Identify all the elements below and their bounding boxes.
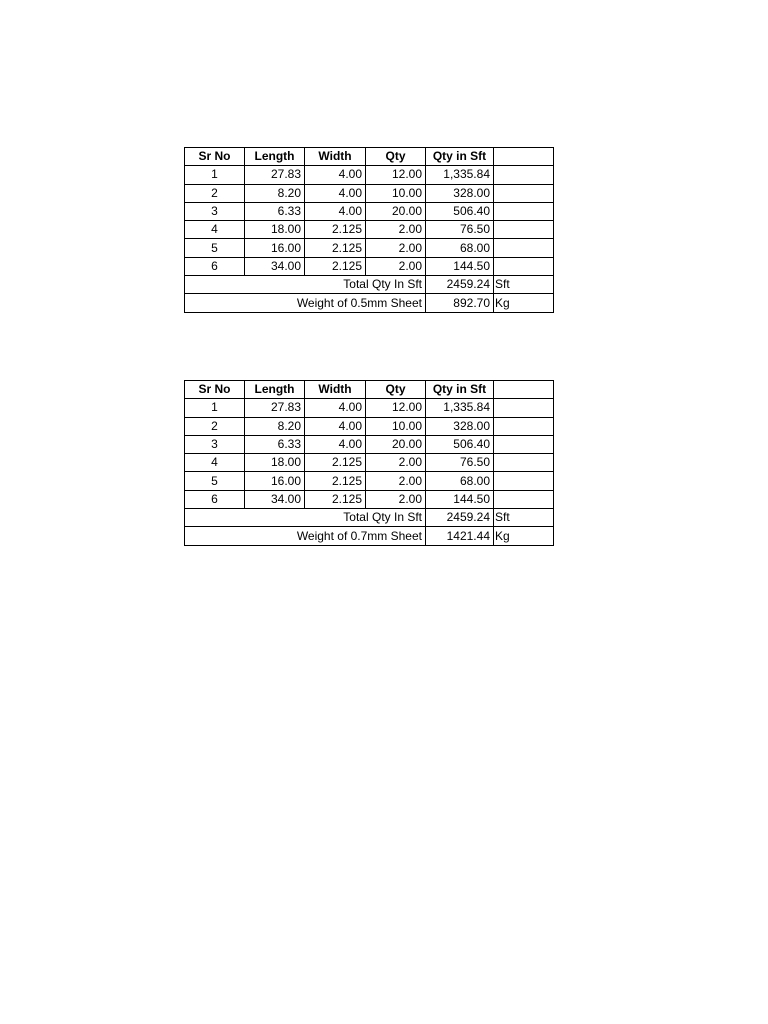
- cell-sft[interactable]: 506.40: [426, 202, 494, 220]
- weight-value[interactable]: 1421.44: [426, 527, 494, 545]
- header-length[interactable]: Length: [245, 381, 305, 399]
- cell-sr[interactable]: 1: [185, 166, 245, 184]
- cell-sft[interactable]: 76.50: [426, 454, 494, 472]
- cell-sr[interactable]: 6: [185, 257, 245, 275]
- total-value[interactable]: 2459.24: [426, 509, 494, 527]
- cell-sft[interactable]: 68.00: [426, 239, 494, 257]
- weight-label[interactable]: Weight of 0.5mm Sheet: [185, 294, 426, 312]
- table-row: [185, 257, 554, 275]
- cell-sr[interactable]: 3: [185, 202, 245, 220]
- cell-width[interactable]: 4.00: [305, 435, 366, 453]
- cell-length[interactable]: 18.00: [245, 221, 305, 239]
- header-length[interactable]: Length: [245, 148, 305, 166]
- cell-empty[interactable]: [494, 472, 554, 490]
- header-width[interactable]: Width: [305, 381, 366, 399]
- cell-length[interactable]: 34.00: [245, 257, 305, 275]
- header-qty[interactable]: Qty: [366, 381, 426, 399]
- header-blank[interactable]: [494, 148, 554, 166]
- cell-sft[interactable]: 328.00: [426, 417, 494, 435]
- cell-qty[interactable]: 20.00: [366, 202, 426, 220]
- cell-empty[interactable]: [494, 490, 554, 508]
- cell-qty[interactable]: 2.00: [366, 454, 426, 472]
- cell-empty[interactable]: [494, 221, 554, 239]
- cell-sft[interactable]: 1,335.84: [426, 399, 494, 417]
- header-qty-in-sft[interactable]: Qty in Sft: [426, 381, 494, 399]
- cell-empty[interactable]: [494, 202, 554, 220]
- cell-length[interactable]: 16.00: [245, 239, 305, 257]
- cell-sr[interactable]: 5: [185, 472, 245, 490]
- total-unit[interactable]: Sft: [494, 276, 554, 294]
- cell-empty[interactable]: [494, 257, 554, 275]
- header-blank[interactable]: [494, 381, 554, 399]
- table-row: [185, 399, 554, 417]
- cell-sr[interactable]: 3: [185, 435, 245, 453]
- cell-length[interactable]: 18.00: [245, 454, 305, 472]
- weight-unit[interactable]: Kg: [494, 294, 554, 312]
- cell-length[interactable]: 8.20: [245, 417, 305, 435]
- cell-sft[interactable]: 506.40: [426, 435, 494, 453]
- total-row: [185, 276, 554, 294]
- cell-empty[interactable]: [494, 166, 554, 184]
- total-label[interactable]: Total Qty In Sft: [185, 276, 426, 294]
- cell-width[interactable]: 4.00: [305, 166, 366, 184]
- cell-empty[interactable]: [494, 435, 554, 453]
- cell-sft[interactable]: 1,335.84: [426, 166, 494, 184]
- weight-row: [185, 294, 554, 312]
- cell-qty[interactable]: 10.00: [366, 184, 426, 202]
- table-row: [185, 472, 554, 490]
- header-row: [185, 381, 554, 399]
- cell-empty[interactable]: [494, 184, 554, 202]
- header-sr-no[interactable]: Sr No: [185, 148, 245, 166]
- table-row: [185, 417, 554, 435]
- cell-width[interactable]: 2.125: [305, 490, 366, 508]
- cell-width[interactable]: 4.00: [305, 399, 366, 417]
- cell-qty[interactable]: 2.00: [366, 472, 426, 490]
- cell-length[interactable]: 8.20: [245, 184, 305, 202]
- cell-empty[interactable]: [494, 454, 554, 472]
- cell-sr[interactable]: 4: [185, 454, 245, 472]
- table-row: [185, 239, 554, 257]
- cell-width[interactable]: 4.00: [305, 417, 366, 435]
- cell-sft[interactable]: 144.50: [426, 490, 494, 508]
- weight-unit[interactable]: Kg: [494, 527, 554, 545]
- cell-length[interactable]: 16.00: [245, 472, 305, 490]
- cell-length[interactable]: 27.83: [245, 166, 305, 184]
- cell-width[interactable]: 4.00: [305, 202, 366, 220]
- total-value[interactable]: 2459.24: [426, 276, 494, 294]
- cell-sft[interactable]: 76.50: [426, 221, 494, 239]
- cell-qty[interactable]: 12.00: [366, 166, 426, 184]
- sheet-table-0-7mm: [184, 380, 554, 546]
- table-row: [185, 166, 554, 184]
- cell-sr[interactable]: 2: [185, 184, 245, 202]
- cell-sr[interactable]: 6: [185, 490, 245, 508]
- cell-empty[interactable]: [494, 399, 554, 417]
- cell-length[interactable]: 6.33: [245, 202, 305, 220]
- cell-empty[interactable]: [494, 239, 554, 257]
- weight-row: [185, 527, 554, 545]
- table-row: [185, 184, 554, 202]
- cell-sr[interactable]: 2: [185, 417, 245, 435]
- cell-width[interactable]: 4.00: [305, 184, 366, 202]
- cell-sr[interactable]: 5: [185, 239, 245, 257]
- table-row: [185, 454, 554, 472]
- cell-sr[interactable]: 4: [185, 221, 245, 239]
- cell-sft[interactable]: 144.50: [426, 257, 494, 275]
- header-qty[interactable]: Qty: [366, 148, 426, 166]
- total-label[interactable]: Total Qty In Sft: [185, 509, 426, 527]
- cell-qty[interactable]: 2.00: [366, 490, 426, 508]
- total-row: [185, 509, 554, 527]
- cell-width[interactable]: 2.125: [305, 221, 366, 239]
- table-row: [185, 435, 554, 453]
- cell-length[interactable]: 27.83: [245, 399, 305, 417]
- cell-width[interactable]: 2.125: [305, 257, 366, 275]
- weight-label[interactable]: Weight of 0.7mm Sheet: [185, 527, 426, 545]
- cell-sr[interactable]: 1: [185, 399, 245, 417]
- header-sr-no[interactable]: Sr No: [185, 381, 245, 399]
- total-unit[interactable]: Sft: [494, 509, 554, 527]
- table-row: [185, 221, 554, 239]
- cell-length[interactable]: 6.33: [245, 435, 305, 453]
- cell-width[interactable]: 2.125: [305, 454, 366, 472]
- cell-length[interactable]: 34.00: [245, 490, 305, 508]
- cell-width[interactable]: 2.125: [305, 239, 366, 257]
- cell-qty[interactable]: 10.00: [366, 417, 426, 435]
- header-width[interactable]: Width: [305, 148, 366, 166]
- cell-qty[interactable]: 12.00: [366, 399, 426, 417]
- cell-qty[interactable]: 2.00: [366, 239, 426, 257]
- cell-sft[interactable]: 328.00: [426, 184, 494, 202]
- cell-sft[interactable]: 68.00: [426, 472, 494, 490]
- table-row: [185, 202, 554, 220]
- cell-width[interactable]: 2.125: [305, 472, 366, 490]
- weight-value[interactable]: 892.70: [426, 294, 494, 312]
- cell-empty[interactable]: [494, 417, 554, 435]
- cell-qty[interactable]: 20.00: [366, 435, 426, 453]
- cell-qty[interactable]: 2.00: [366, 221, 426, 239]
- sheet-table-0-5mm: [184, 147, 554, 313]
- cell-qty[interactable]: 2.00: [366, 257, 426, 275]
- header-qty-in-sft[interactable]: Qty in Sft: [426, 148, 494, 166]
- table-row: [185, 490, 554, 508]
- header-row: [185, 148, 554, 166]
